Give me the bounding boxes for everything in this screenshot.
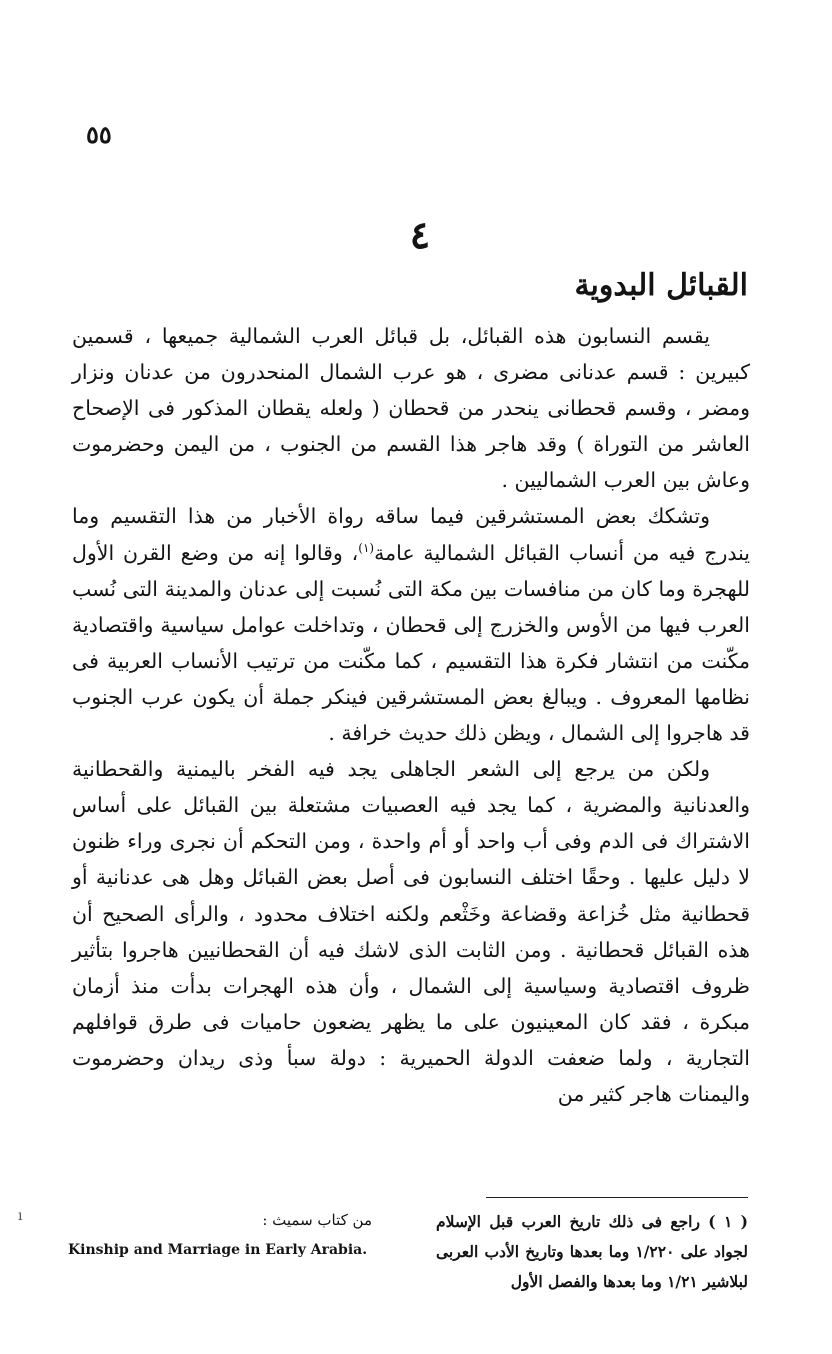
chapter-title: القبائل البدوية	[574, 268, 748, 303]
footnote-left	[68, 1205, 380, 1265]
paragraph: يقسم النسابون هذه القبائل، بل قبائل العرب الشمالية جميعها ، قسمين كبيرين : قسم عدنانى مضرى ، هو عرب الشمال المنحدرون من عدنان ونزار ومضر ، وقسم قحطانى ينحدر من قحطان ( ولعله يقطان المذكور فى الإصحاح العاشر من التوراة ) وقد هاجر هذا القسم من الجنوب ، من اليمن وحضرموت وعاش بين العرب الشماليين .	[72, 324, 750, 493]
footnote-right: ( ١ ) راجع فى ذلك تاريخ العرب قبل الإسلام لجواد على ١/٢٢٠ وما بعدها وتاريخ الأدب العربى لبلاشير ١/٢١ وما بعدها والفصل الأول	[436, 1212, 748, 1291]
footnote-left-arabic: من كتاب سميث :	[262, 1211, 372, 1229]
paragraph	[72, 498, 750, 751]
footnote-left-english: Kinship and Marriage in Early Arabia.	[68, 1242, 368, 1258]
paragraph: ولكن من يرجع إلى الشعر الجاهلى يجد فيه الفخر باليمنية والقحطانية والعدنانية والمضرية ، كما يجد فيه العصبيات مشتعلة بين القبائل على أساس الاشتراك فى الدم وفى أب واحد أو أم واحدة ، ومن التحكم أن نجرى وراء ظنون لا دليل عليها . وحقًا اختلف النسابون فى أصل بعض القبائل وهل هى عدنانية أو قحطانية مثل خُزاعة وقضاعة وخَثْعم ولكنه اختلاف محدود ، والرأى الصحيح أن هذه القبائل قحطانية . ومن الثابت الذى لاشك فيه أن القحطانيين هاجروا بتأثير ظروف اقتصادية وسياسية إلى الشمال ، وأن هذه الهجرات بدأت منذ أزمان مبكرة ، فقد كان المعينيون على ما يظهر يضعون حاميات فى طرق قوافلهم التجارية ، ولما ضعفت الدولة الحميرية : دولة سبأ وذى ريدان وحضرموت واليمنات هاجر كثير من	[72, 757, 750, 1106]
footnote-ref[interactable]: (١)	[358, 540, 375, 555]
paragraph-part: وتشكك بعض المستشرقين فيما ساقه رواة الأخبار من هذا التقسيم وما يندرج فيه من أنساب القبائل الشمالية عامة	[72, 504, 750, 565]
page-number: ٥٥	[86, 120, 112, 149]
margin-mark: ı	[18, 1208, 23, 1224]
body-text	[72, 318, 750, 1112]
footnote-separator	[486, 1197, 748, 1198]
chapter-number: ٤	[409, 212, 431, 257]
paragraph-part: ، وقالوا إنه من وضع القرن الأول للهجرة وما كان من منافسات بين مكة التى نُسبت إلى عدنان والمدينة التى نُسب العرب فيها من الأوس والخزرج إلى قحطان ، وتداخلت عوامل سياسية واقتصادية مكّنت من انتشار فكرة هذا التقسيم ، كما مكّنت من ترتيب الأنساب العربية فى نظامها المعروف . ويبالغ بعض المستشرقين فينكر جملة أن يكون عرب الجنوب قد هاجروا إلى الشمال ، ويظن ذلك حديث خرافة .	[72, 540, 750, 746]
